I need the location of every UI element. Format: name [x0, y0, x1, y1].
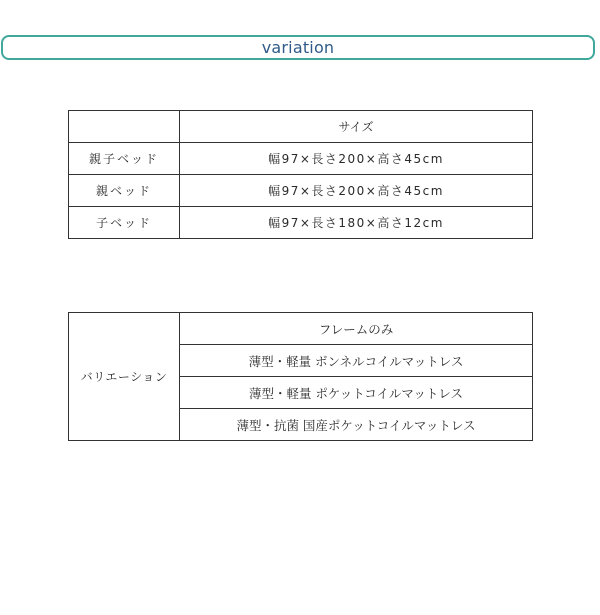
table-row	[69, 175, 533, 207]
variation-table	[68, 312, 533, 441]
table-row	[69, 207, 533, 239]
table-row	[69, 143, 533, 175]
section-title: variation	[261, 37, 335, 57]
variation-option: 薄型・軽量 ポケットコイルマットレス	[180, 377, 533, 409]
bed-type-label: 親子ベッド	[69, 143, 180, 175]
table-row	[69, 313, 533, 345]
variation-option: 薄型・抗菌 国産ポケットコイルマットレス	[180, 409, 533, 441]
variation-option: 薄型・軽量 ボンネルコイルマットレス	[180, 345, 533, 377]
bed-dimensions: 幅97×長さ180×高さ12cm	[180, 207, 533, 239]
size-table-header-row	[69, 111, 533, 143]
size-table	[68, 110, 533, 239]
size-table-corner-cell	[69, 111, 180, 143]
bed-type-label: 親ベッド	[69, 175, 180, 207]
bed-dimensions: 幅97×長さ200×高さ45cm	[180, 175, 533, 207]
bed-type-label: 子ベッド	[69, 207, 180, 239]
bed-dimensions: 幅97×長さ200×高さ45cm	[180, 143, 533, 175]
variation-label: バリエーション	[69, 313, 180, 441]
section-title-bar	[1, 35, 595, 60]
variation-option: フレームのみ	[180, 313, 533, 345]
size-column-header: サイズ	[180, 111, 533, 143]
